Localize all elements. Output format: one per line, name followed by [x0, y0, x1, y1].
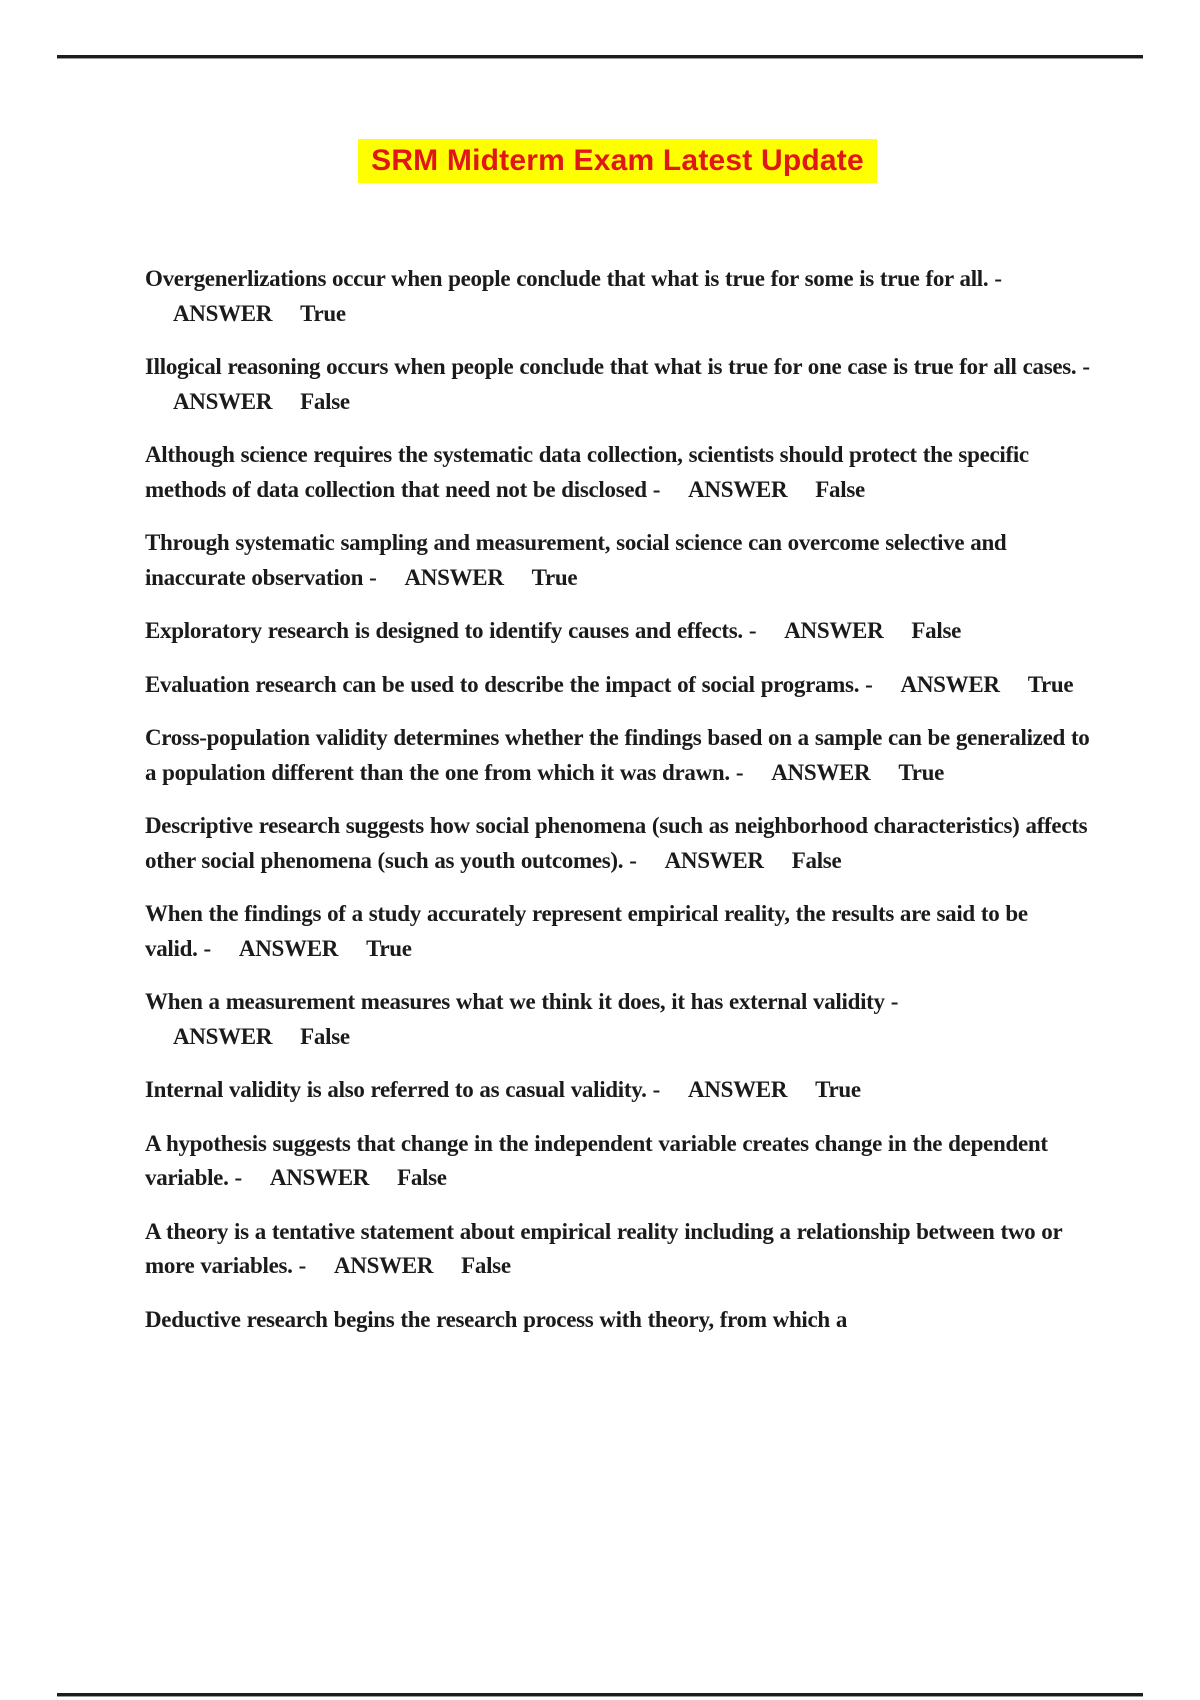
- qa-answer-label: ANSWER: [269, 1165, 370, 1190]
- qa-statement: Descriptive research suggests how social phenomena (such as neighborhood characteristics) affects other social phenomena (such as youth outcomes).: [145, 813, 1088, 873]
- qa-item: [145, 721, 1090, 790]
- qa-item: [145, 897, 1090, 966]
- qa-item: [145, 1215, 1090, 1284]
- qa-answer-value: False: [300, 388, 350, 414]
- qa-separator: -: [994, 266, 1002, 291]
- qa-answer-value: True: [1027, 671, 1074, 697]
- qa-item: [145, 1127, 1090, 1196]
- qa-item: [145, 1303, 1090, 1338]
- qa-item: [145, 350, 1090, 419]
- qa-item: [145, 526, 1090, 595]
- qa-answer-label: ANSWER: [900, 671, 1000, 697]
- qa-separator: -: [748, 618, 757, 643]
- qa-answer-value: False: [461, 1253, 511, 1278]
- qa-answer-label: ANSWER: [238, 935, 339, 961]
- qa-answer-label: ANSWER: [173, 388, 273, 414]
- qa-answer-label: ANSWER: [173, 1023, 273, 1049]
- qa-answer-label: ANSWER: [688, 476, 788, 502]
- qa-answer-value: False: [911, 618, 962, 643]
- qa-statement: Evaluation research can be used to describe the impact of social programs.: [145, 671, 860, 697]
- qa-statement: Cross-population validity determines whether the findings based on a sample can be generalized to a population different than the one from which it was drawn.: [145, 725, 1090, 785]
- qa-statement: When the findings of a study accurately represent empirical reality, the results are said to be valid.: [145, 901, 1028, 961]
- qa-answer-value: False: [791, 847, 842, 873]
- qa-item: [145, 438, 1090, 507]
- qa-answer-value: False: [300, 1023, 350, 1049]
- qa-answer-label: ANSWER: [404, 564, 504, 590]
- qa-separator: -: [1082, 354, 1090, 379]
- qa-separator: -: [652, 1077, 660, 1102]
- qa-answer-label: ANSWER: [784, 618, 884, 643]
- qa-answer-value: True: [300, 300, 346, 326]
- qa-answer-value: True: [366, 935, 412, 961]
- qa-statement: Deductive research begins the research process with theory, from which a: [145, 1306, 848, 1332]
- bottom-horizontal-rule: [57, 1693, 1143, 1697]
- qa-separator: -: [890, 989, 899, 1014]
- qa-statement: Illogical reasoning occurs when people conclude that what is true for one case is true for all cases.: [145, 354, 1077, 379]
- qa-answer-value: True: [531, 564, 578, 590]
- qa-answer-label: ANSWER: [664, 847, 764, 873]
- qa-statement: Through systematic sampling and measurement, social science can overcome selective and inaccurate observation: [145, 530, 1007, 590]
- qa-statement: A theory is a tentative statement about empirical reality including a relationship between two or more variables.: [145, 1218, 1062, 1278]
- qa-statement: Although science requires the systematic data collection, scientists should protect the specific methods of data collection that need not be disclosed: [145, 442, 1029, 502]
- qa-separator: -: [735, 759, 744, 785]
- qa-item: [145, 262, 1090, 331]
- document-title-row: [145, 139, 1090, 183]
- qa-statement: When a measurement measures what we think it does, it has external validity: [145, 989, 885, 1014]
- qa-answer-value: False: [397, 1165, 447, 1190]
- page-title: SRM Midterm Exam Latest Update: [358, 139, 877, 183]
- qa-item: [145, 985, 1090, 1054]
- qa-separator: -: [629, 847, 637, 873]
- top-horizontal-rule: [57, 55, 1143, 59]
- qa-answer-label: ANSWER: [771, 759, 871, 785]
- qa-answer-value: False: [815, 476, 865, 502]
- qa-statement: Overgenerlizations occur when people conclude that what is true for some is true for all.: [145, 266, 989, 291]
- qa-answer-value: True: [815, 1077, 861, 1102]
- qa-answer-value: True: [898, 759, 945, 785]
- qa-answer-label: ANSWER: [333, 1253, 434, 1278]
- qa-separator: -: [203, 935, 211, 961]
- qa-separator: -: [234, 1165, 242, 1190]
- qa-answer-label: ANSWER: [173, 300, 273, 326]
- qa-separator: -: [369, 564, 377, 590]
- qa-item: [145, 809, 1090, 878]
- qa-item: [145, 668, 1090, 703]
- qa-item: [145, 614, 1090, 649]
- qa-separator: -: [298, 1253, 306, 1278]
- qa-statement: A hypothesis suggests that change in the independent variable creates change in the dependent variable.: [145, 1130, 1048, 1190]
- qa-list: [145, 262, 1090, 1356]
- qa-statement: Exploratory research is designed to identify causes and effects.: [145, 618, 743, 643]
- qa-separator: -: [652, 476, 661, 502]
- qa-answer-label: ANSWER: [688, 1077, 788, 1102]
- qa-statement: Internal validity is also referred to as casual validity.: [145, 1077, 647, 1102]
- qa-separator: -: [865, 671, 873, 697]
- qa-item: [145, 1073, 1090, 1108]
